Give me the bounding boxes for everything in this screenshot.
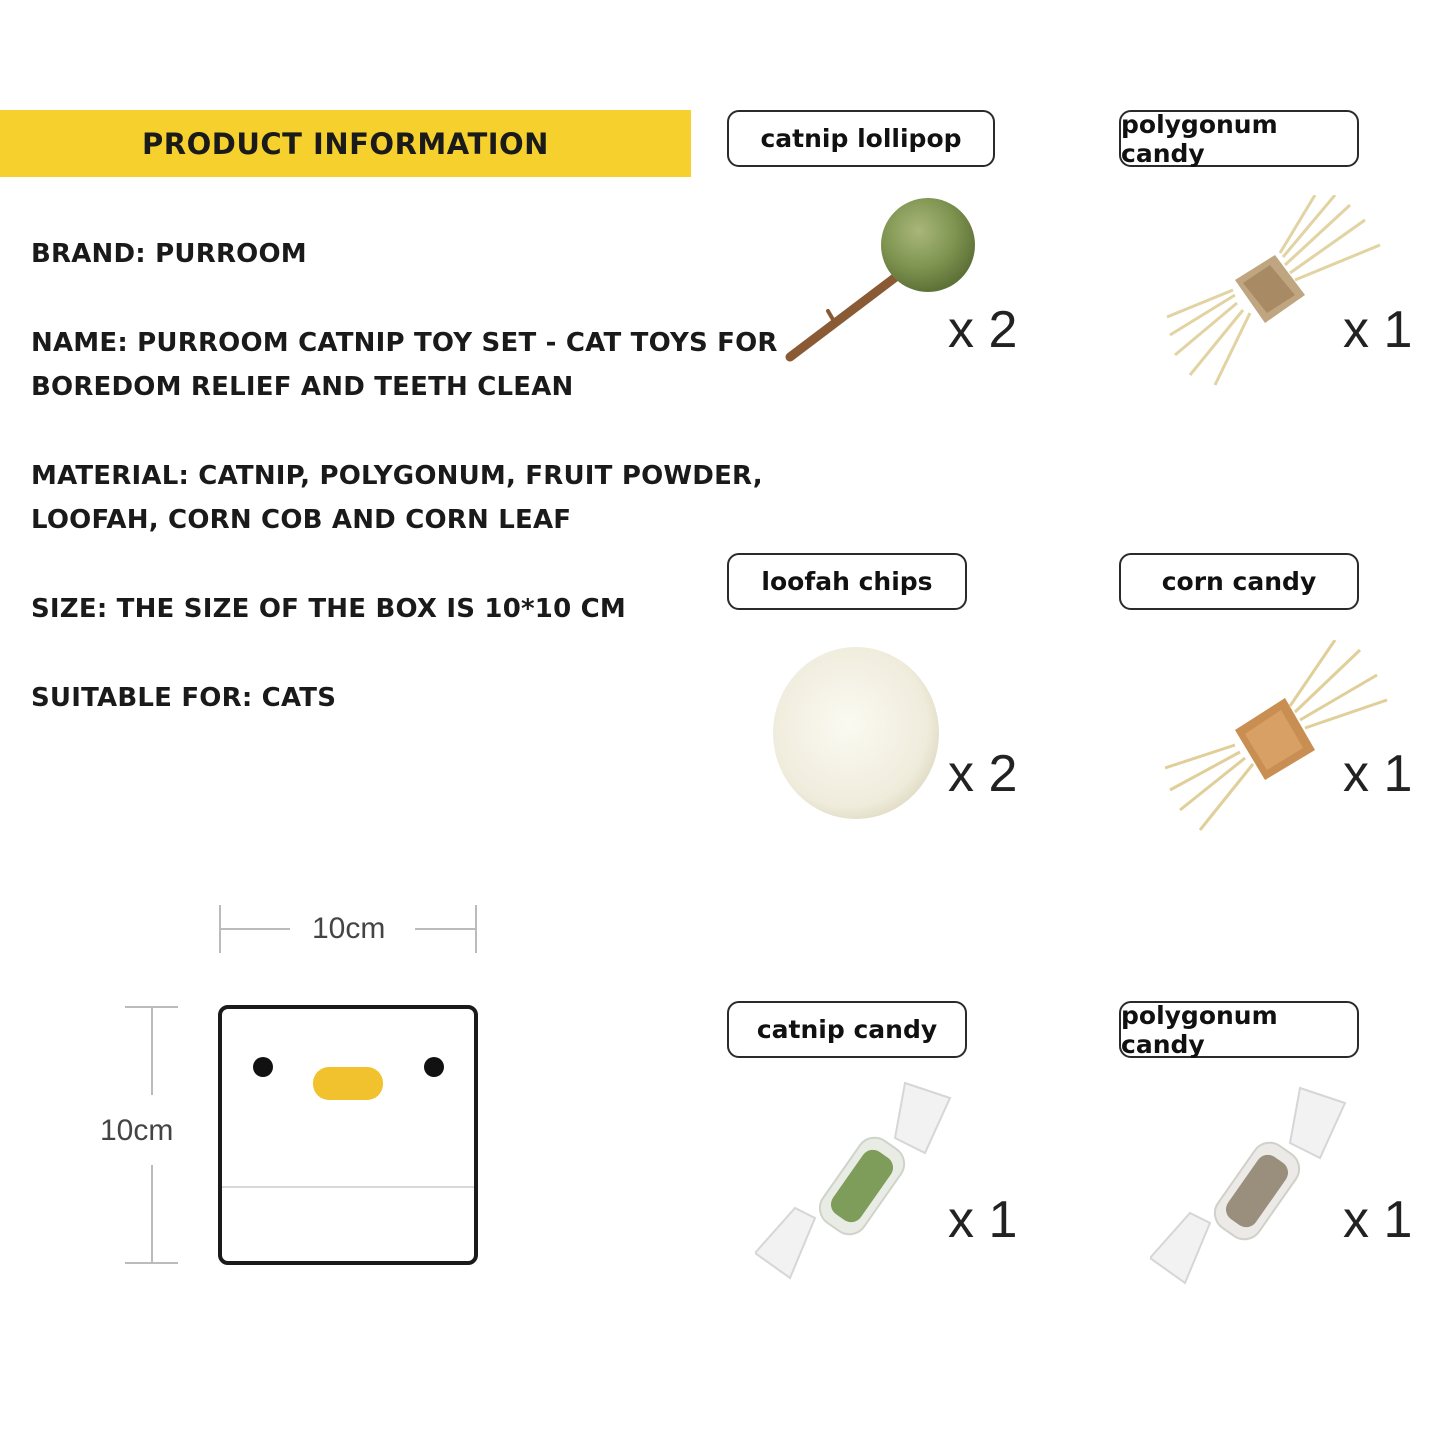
name-text-line1: NAME: PURROOM CATNIP TOY SET - CAT TOYS FOR — [31, 328, 778, 358]
suitable-for-text: SUITABLE FOR: CATS — [31, 683, 337, 713]
name-text-line2: BOREDOM RELIEF AND TEETH CLEAN — [31, 372, 574, 402]
qty-corn-candy: x 1 — [1343, 745, 1413, 803]
banner-title: PRODUCT INFORMATION — [142, 126, 549, 161]
material-text-line1: MATERIAL: CATNIP, POLYGONUM, FRUIT POWDER, — [31, 461, 763, 491]
product-tag-corn-candy: corn candy — [1119, 553, 1359, 610]
product-tag-polygonum-candy: polygonum candy — [1119, 110, 1359, 167]
loofah-chip-icon — [770, 645, 945, 820]
box-eye-left — [253, 1057, 273, 1077]
qty-loofah-chips: x 2 — [948, 745, 1018, 803]
product-tag-polygonum-wrapped-candy: polygonum candy — [1119, 1001, 1359, 1058]
qty-polygonum-candy: x 1 — [1343, 301, 1413, 359]
wrapped-candy-icon — [1150, 1083, 1355, 1293]
qty-catnip-lollipop: x 2 — [948, 301, 1018, 359]
size-text: SIZE: THE SIZE OF THE BOX IS 10*10 CM — [31, 594, 626, 624]
box-eye-right — [424, 1057, 444, 1077]
box-height-label: 10cm — [100, 1114, 174, 1147]
wrapped-candy-icon — [755, 1078, 960, 1288]
box-width-label: 10cm — [312, 912, 386, 945]
brand-text: BRAND: PURROOM — [31, 239, 307, 269]
lollipop-icon — [780, 195, 980, 370]
product-tag-catnip-lollipop: catnip lollipop — [727, 110, 995, 167]
stick-candy-icon — [1165, 195, 1395, 390]
box-dimension-diagram — [90, 895, 490, 1275]
box-beak — [313, 1067, 383, 1100]
box-outline — [220, 1007, 476, 1263]
product-information-banner — [0, 110, 691, 177]
product-tag-loofah-chips: loofah chips — [727, 553, 967, 610]
corn-candy-icon — [1165, 640, 1395, 840]
material-text-line2: LOOFAH, CORN COB AND CORN LEAF — [31, 505, 572, 535]
qty-polygonum-wrapped-candy: x 1 — [1343, 1191, 1413, 1249]
qty-catnip-candy: x 1 — [948, 1191, 1018, 1249]
product-tag-catnip-candy: catnip candy — [727, 1001, 967, 1058]
